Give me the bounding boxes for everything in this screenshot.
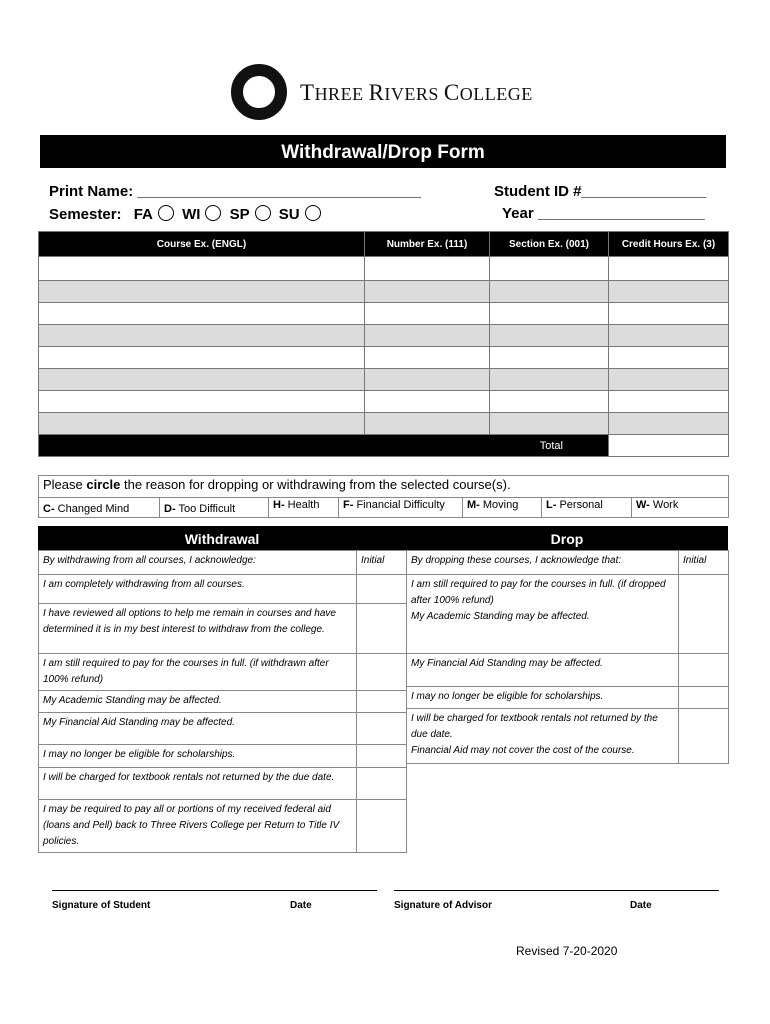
number-cell[interactable] [365, 303, 490, 325]
semester-label: Semester: [49, 206, 122, 223]
semester-su-radio[interactable] [305, 205, 321, 221]
reason-financial-difficulty[interactable]: F- Financial Difficulty [339, 498, 463, 518]
advisor-signature-line[interactable] [394, 890, 719, 891]
credit-cell[interactable] [609, 369, 729, 391]
college-name: THREE RIVERS COLLEGE [300, 80, 533, 105]
section-cell[interactable] [490, 257, 609, 281]
drop-statement: My Financial Aid Standing may be affected. [407, 654, 679, 687]
course-cell[interactable] [39, 303, 365, 325]
semester-fa-radio[interactable] [158, 205, 174, 221]
student-id-field[interactable]: Student ID #_______________ [494, 183, 707, 200]
drop-statement: I will be charged for textbook rentals not returned by the due date. Financial Aid may not cover the cost of the course. [407, 709, 679, 764]
course-cell[interactable] [39, 325, 365, 347]
course-cell[interactable] [39, 369, 365, 391]
section-cell[interactable] [490, 369, 609, 391]
withdrawal-statement: I may no longer be eligible for scholarships. [39, 745, 357, 768]
total-label: Total [39, 435, 609, 457]
withdrawal-initial-box[interactable] [357, 800, 407, 853]
semester-fa-label: FA [133, 206, 153, 223]
year-field[interactable]: Year ____________________ [502, 205, 705, 222]
withdrawal-statement: I may be required to pay all or portions of my received federal aid (loans and Pell) back to Three Rivers College per Return to Title IV policies. [39, 800, 357, 853]
number-cell[interactable] [365, 391, 490, 413]
reason-work[interactable]: W- Work [632, 498, 729, 518]
student-signature-line[interactable] [52, 890, 377, 891]
semester-sp-radio[interactable] [255, 205, 271, 221]
number-cell[interactable] [365, 281, 490, 303]
print-name-field[interactable]: Print Name: __________________________________ [49, 183, 421, 200]
credit-cell[interactable] [609, 413, 729, 435]
credit-cell[interactable] [609, 303, 729, 325]
drop-table [406, 550, 729, 764]
torch-icon [241, 74, 277, 110]
withdrawal-statement: My Financial Aid Standing may be affected. [39, 713, 357, 745]
credit-cell[interactable] [609, 281, 729, 303]
withdrawal-statement: I have reviewed all options to help me remain in courses and have determined it is in my best interest to withdraw from the college. [39, 604, 357, 654]
withdrawal-heading: Withdrawal [38, 526, 406, 550]
section-cell[interactable] [490, 347, 609, 369]
number-header: Number Ex. (111) [365, 232, 490, 257]
form-title: Withdrawal/Drop Form [40, 135, 726, 168]
credit-cell[interactable] [609, 391, 729, 413]
withdrawal-intro: By withdrawing from all courses, I acknowledge: [39, 551, 357, 575]
student-signature-label: Signature of Student [52, 900, 151, 911]
drop-statement: I may no longer be eligible for scholarships. [407, 687, 679, 709]
college-seal-logo [231, 64, 287, 120]
withdrawal-initial-box[interactable] [357, 691, 407, 713]
drop-initial-box[interactable] [679, 654, 729, 687]
drop-initial-header: Initial [679, 551, 729, 575]
course-cell[interactable] [39, 347, 365, 369]
reason-moving[interactable]: M- Moving [463, 498, 542, 518]
credit-hours-header: Credit Hours Ex. (3) [609, 232, 729, 257]
number-cell[interactable] [365, 257, 490, 281]
withdrawal-initial-header: Initial [357, 551, 407, 575]
drop-initial-box[interactable] [679, 575, 729, 654]
withdrawal-table [38, 550, 407, 853]
course-cell[interactable] [39, 413, 365, 435]
section-header: Section Ex. (001) [490, 232, 609, 257]
course-cell[interactable] [39, 257, 365, 281]
withdrawal-initial-box[interactable] [357, 745, 407, 768]
drop-initial-box[interactable] [679, 687, 729, 709]
number-cell[interactable] [365, 325, 490, 347]
course-header: Course Ex. (ENGL) [39, 232, 365, 257]
drop-intro: By dropping these courses, I acknowledge that: [407, 551, 679, 575]
drop-heading: Drop [406, 526, 728, 550]
section-cell[interactable] [490, 281, 609, 303]
section-cell[interactable] [490, 391, 609, 413]
withdrawal-statement: I am still required to pay for the courses in full. (if withdrawn after 100% refund) [39, 654, 357, 691]
section-cell[interactable] [490, 325, 609, 347]
withdrawal-initial-box[interactable] [357, 604, 407, 654]
course-cell[interactable] [39, 391, 365, 413]
reason-prompt: Please circle the reason for dropping or withdrawing from the selected course(s). [39, 476, 729, 498]
withdrawal-statement: I am completely withdrawing from all courses. [39, 575, 357, 604]
credit-cell[interactable] [609, 325, 729, 347]
credit-cell[interactable] [609, 257, 729, 281]
reason-table [38, 475, 729, 518]
reason-too-difficult[interactable]: D- Too Difficult [160, 498, 269, 518]
total-credit-cell[interactable] [609, 435, 729, 457]
withdrawal-statement: My Academic Standing may be affected. [39, 691, 357, 713]
student-date-label: Date [290, 900, 312, 911]
revision-date: Revised 7-20-2020 [516, 944, 618, 958]
semester-row [49, 205, 325, 223]
advisor-signature-label: Signature of Advisor [394, 900, 492, 911]
semester-wi-label: WI [182, 206, 201, 223]
withdrawal-statement: I will be charged for textbook rentals not returned by the due date. [39, 768, 357, 800]
credit-cell[interactable] [609, 347, 729, 369]
number-cell[interactable] [365, 413, 490, 435]
number-cell[interactable] [365, 347, 490, 369]
withdrawal-initial-box[interactable] [357, 575, 407, 604]
section-cell[interactable] [490, 303, 609, 325]
reason-changed-mind[interactable]: C- Changed Mind [39, 498, 160, 518]
semester-wi-radio[interactable] [205, 205, 221, 221]
withdrawal-initial-box[interactable] [357, 768, 407, 800]
advisor-date-label: Date [630, 900, 652, 911]
withdrawal-initial-box[interactable] [357, 713, 407, 745]
section-cell[interactable] [490, 413, 609, 435]
reason-health[interactable]: H- Health [269, 498, 339, 518]
reason-personal[interactable]: L- Personal [542, 498, 632, 518]
course-table [38, 231, 729, 457]
course-cell[interactable] [39, 281, 365, 303]
drop-initial-box[interactable] [679, 709, 729, 764]
semester-sp-label: SP [229, 206, 250, 223]
semester-su-label: SU [278, 206, 300, 223]
withdrawal-initial-box[interactable] [357, 654, 407, 691]
number-cell[interactable] [365, 369, 490, 391]
drop-statement: I am still required to pay for the courses in full. (if dropped after 100% refund) My Academic Standing may be affected. [407, 575, 679, 654]
